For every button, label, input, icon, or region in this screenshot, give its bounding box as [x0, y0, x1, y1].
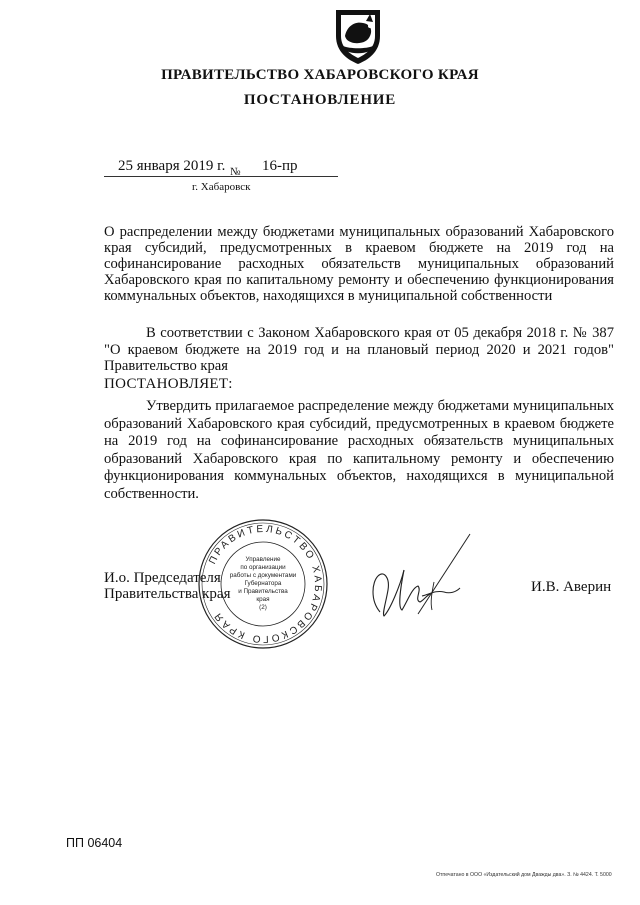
decision-paragraph [104, 398, 614, 503]
resolves-heading: ПОСТАНОВЛЯЕТ: [104, 376, 233, 392]
document-subject: О распределении между бюджетами муниципальных образований Хабаровского края субсидий, предусмотренных в краевом бюджете на 2019 год на софинансирование расходных обязательств муниципальных образований Хабаровского края по капитальному ремонту и обеспечению функционирования коммунальных объектов, находящихся в муниципальной собственности [104, 224, 614, 304]
signer-position-line2: Правительства края [104, 586, 231, 602]
decision-text: Утвердить прилагаемое распределение между бюджетами муниципальных образований Хабаровского края субсидий, предусмотренных в краевом бюджете на 2019 год на софинансирование расходных обязательств муниципальных образований Хабаровского края по капитальному ремонту и обеспечению функционирования коммунальных объектов, находящихся в муниципальной собственности. [104, 398, 614, 502]
document-date: 25 января 2019 г. [118, 158, 226, 174]
document-number: 16-пр [262, 158, 298, 174]
stamp-ring-text: ПРАВИТЕЛЬСТВО ХАБАРОВСКОГО КРАЯ [207, 523, 324, 645]
handwritten-signature [360, 530, 480, 630]
stamp-center-line: по организации [240, 564, 286, 571]
stamp-center-line: Губернатора [244, 580, 282, 587]
document-type: ПОСТАНОВЛЕНИЕ [243, 92, 397, 108]
printer-note: Отпечатано в ООО «Издательский дом Дважды два». З. № 4424. Т. 5000 [436, 872, 612, 878]
number-label: № [230, 166, 241, 178]
stamp-center-line: и Правительства [238, 588, 288, 595]
signer-name: И.В. Аверин [531, 579, 612, 595]
stamp-center-line: работы с документами [229, 572, 297, 579]
stamp-center-line: Управление [245, 556, 281, 563]
document-city: г. Хабаровск [192, 181, 251, 193]
basis-text: В соответствии с Законом Хабаровского края от 05 декабря 2018 г. № 387 "О краевом бюджете на 2019 год и на плановый период 2020 и 2021 годов" Правительство края [104, 325, 614, 374]
signer-position-line1: И.о. Председателя [104, 570, 221, 586]
basis-paragraph [104, 325, 614, 375]
document-id: ПП 06404 [66, 836, 123, 850]
coat-of-arms-icon [330, 6, 386, 66]
government-title: ПРАВИТЕЛЬСТВО ХАБАРОВСКОГО КРАЯ [161, 67, 479, 83]
stamp-center-line: (2) [259, 604, 267, 611]
date-underline [104, 176, 338, 177]
stamp-center-line: края [256, 596, 270, 603]
official-stamp [196, 517, 330, 651]
